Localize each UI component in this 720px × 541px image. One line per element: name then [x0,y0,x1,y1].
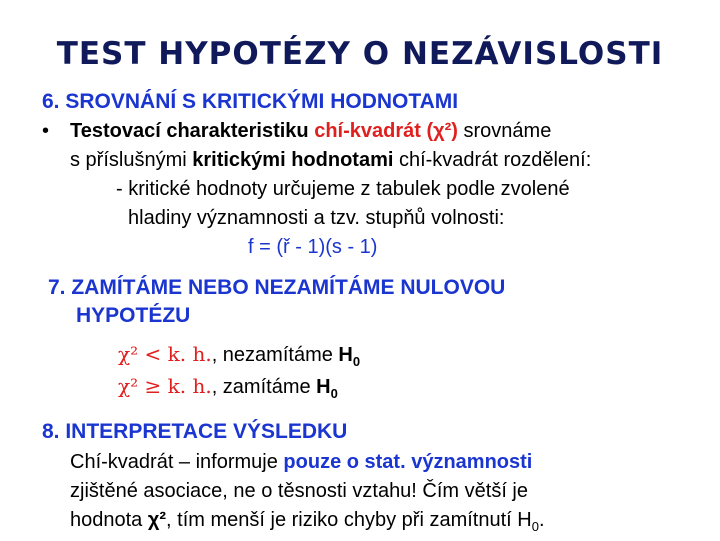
section-6-line-3: - kritické hodnoty určujeme z tabulek podle zvolené [116,178,570,200]
h0-subscript: 0 [352,354,361,369]
slide-title: TEST HYPOTÉZY O NEZÁVISLOSTI [56,36,664,72]
text-run: . [538,509,545,531]
text-run: hodnota [70,509,148,531]
section-8-heading: 8. INTERPRETACE VÝSLEDKU [42,420,348,443]
text-run: Chí-kvadrát – informuje [70,451,284,473]
section-7-heading-line-2: HYPOTÉZU [76,304,191,327]
highlight-critical-values: kritickými hodnotami [192,149,394,171]
text-run: , nezamítáme [211,344,339,366]
chi-square-symbol: χ² [147,509,167,531]
h0-symbol: H [338,344,353,366]
inequality-greater-equal: χ² ≥ k. h. [118,374,212,398]
text-run: chí-kvadrát rozdělení: [393,149,592,171]
rule-reject [118,372,338,408]
h0-subscript: 0 [330,386,338,401]
text-run: s příslušnými [70,149,193,171]
section-8-line-2: zjištěné asociace, ne o těsnosti vztahu! Čím větší je [70,480,528,502]
text-run: , zamítáme [211,376,317,398]
text-run: srovnáme [457,120,552,142]
section-6-line-1 [70,117,551,145]
section-6-line-4: hladiny významnosti a tzv. stupňů volnosti: [128,207,505,229]
section-8-line-3 [70,506,545,541]
text-run: Testovací charakteristiku [70,120,315,142]
h0-symbol: H [316,376,331,398]
h0-subscript: 0 [531,519,539,534]
section-6-heading: 6. SROVNÁNÍ S KRITICKÝMI HODNOTAMI [42,90,459,113]
bullet: • [42,120,50,142]
section-8-line-1 [70,448,532,476]
highlight-chi-square: chí-kvadrát (χ²) [314,120,458,142]
text-run: , tím menší je riziko chyby při zamítnutí H [166,509,532,531]
inequality-less: χ² < k. h. [118,342,212,366]
rule-not-reject [118,340,360,376]
highlight-statistical-significance: pouze o stat. významnosti [283,451,533,473]
section-7-heading-line-1: 7. ZAMÍTÁME NEBO NEZAMÍTÁME NULOVOU [48,276,506,299]
degrees-of-freedom-formula: f = (ř - 1)(s - 1) [248,236,378,258]
section-6-line-2 [70,146,591,174]
